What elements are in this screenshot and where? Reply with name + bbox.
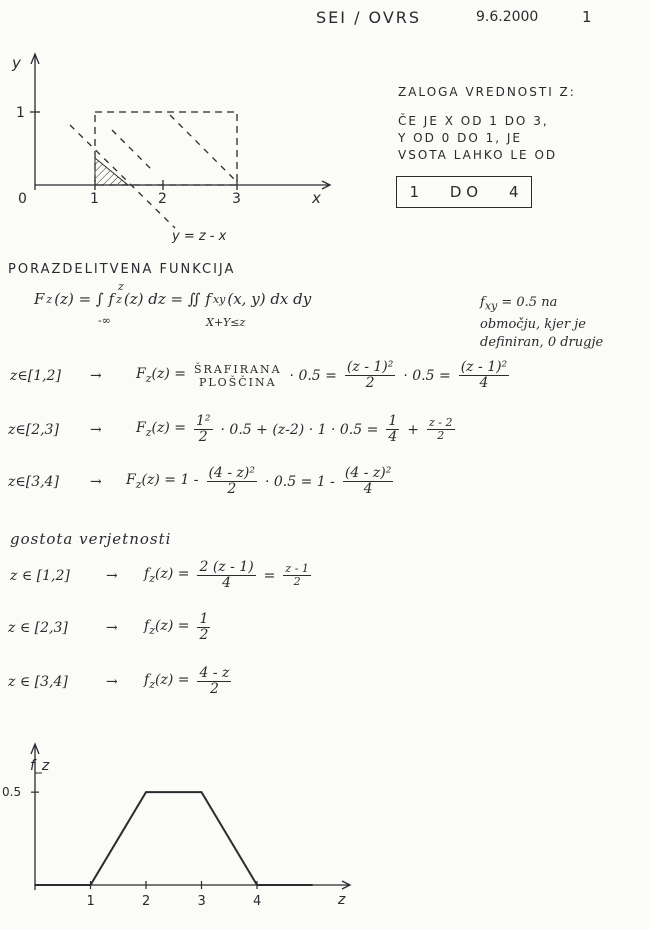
chart-x-tick-label: 3 [197,894,206,909]
pdf-case-2: z ∈ [2,3] → $f_z(z)$ = $\frac{1}{2}$ [8,611,209,644]
chart-y-label: f_z [30,758,50,774]
chart-point [34,884,36,886]
fxy-note: $f_{xy} = 0.5$ na območju, kjer je definiran, 0 drugje [480,295,604,350]
chart-x-tick-label: 1 [86,894,95,909]
chart-point [201,791,203,793]
chart-x-tick-label: 2 [142,894,151,909]
chart-series-line [35,792,313,885]
chart-point [90,884,92,886]
line-label: y = z - x [172,229,227,244]
range-note-line4: VSOTA LAHKO LE OD [398,148,558,162]
shaded-area [95,158,128,185]
chart-x-label: z [338,892,346,908]
integral-region: X+Y≤z [206,316,246,329]
chart-point [145,791,147,793]
tick-x2-label: 2 [158,191,167,207]
range-note-line2: ČE JE X OD 1 DO 3, [398,114,549,128]
date: 9.6.2000 [476,9,539,25]
range-note [398,84,576,164]
pdf-heading: gostota verjetnosti [10,530,172,548]
y-axis-label: y [12,54,21,72]
integral-lower-limit: -∞ [98,314,111,327]
course-title: SEI / OVRS [316,8,422,27]
chart-point [312,884,314,886]
chart-x-tick-label: 4 [253,894,262,909]
cdf-case-2: z∈[2,3] → $F_z(z)$ = $\frac{\text{1²}}{2}$ · 0.5 + (z-2) · 1 · 0.5 = $\frac{1}{4}$ + $\frac{z - 2}{2}$ [8,413,453,446]
range-note-line3: Y OD 0 DO 1, JE [398,131,522,145]
tick-y1-label: 1 [16,105,25,121]
cdf-case-3: z∈[3,4] → $F_z(z) = 1$ - $\frac{\text{(4 - z)²}}{2}$ · 0.5 = 1 - $\frac{\text{(4 - z)²}}{4}$ [8,465,392,498]
page-number: 1 [582,8,592,26]
x-axis-label: x [312,189,321,207]
range-box [396,176,532,208]
range-to: 4 [508,183,519,201]
region-sketch [0,40,360,290]
chart-y-tick-label: 0.5 [2,785,22,800]
chart-point [256,884,258,886]
range-note-line1: ZALOGA VREDNOSTI Z: [398,85,576,99]
cdf-case-1: z∈[1,2] → $F_z(z)$ = ŠRAFIRANA PLOŠČINA · 0.5 = $\frac{\text{(z - 1)²}}{2}$ · 0.5 = $\frac{\text{(z - 1)²}}{4}$ [10,359,508,392]
tick-x1-label: 1 [90,191,99,207]
diagonal-line-2 [112,130,152,170]
pdf-case-1: z ∈ [1,2] → $f_z(z)$ = $\frac{2 (z - 1)}{4}$ = $\frac{z - 1}{2}$ [10,559,309,592]
range-do: D O [449,183,479,201]
pdf-case-3: z ∈ [3,4] → $f_z(z)$ = $\frac{4 - z}{2}$ [8,665,230,698]
diagonal-line-3 [170,115,237,182]
tick-x3-label: 3 [232,191,241,207]
range-from: 1 [409,183,419,201]
cdf-heading: PORAZDELITVENA FUNKCIJA [8,262,236,277]
origin-label: 0 [18,191,27,207]
pdf-chart [0,740,380,920]
support-rectangle [95,112,237,185]
integral-upper-limit: z [118,280,124,293]
cdf-definition: F z (z) = ∫ f z (z) dz = ∬ f xy (x, y) dx dy [34,290,312,308]
